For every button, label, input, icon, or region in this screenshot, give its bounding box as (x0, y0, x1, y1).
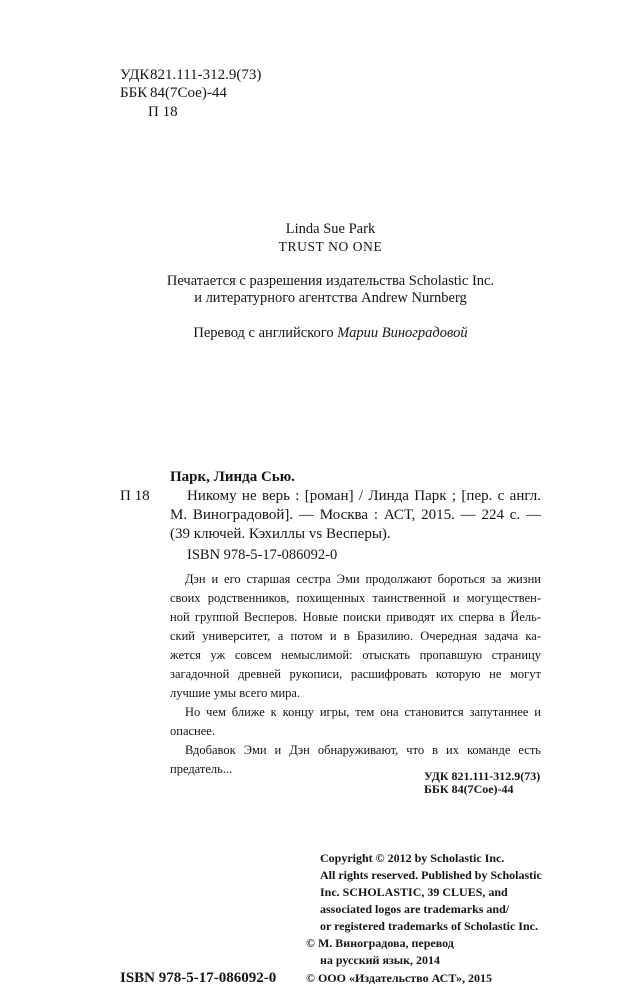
copyright-line: © М. Виноградова, перевод (306, 936, 454, 950)
translator-name: Марии Виноградовой (337, 325, 468, 341)
original-title: TRUST NO ONE (278, 239, 383, 254)
catalog-author-mark: П 18 (120, 488, 150, 504)
translation-credit (120, 324, 541, 342)
annotation-line: своих родственников, похищенных таинственной и могуществен- (170, 591, 541, 605)
copyright-line: All rights reserved. Published by Scholastic (320, 868, 542, 882)
annotation-line: Но чем ближе к концу игры, тем она становится запутаннее и (185, 705, 541, 719)
copyright-line: © ООО «Издательство АСТ», 2015 (306, 971, 493, 985)
isbn-bottom: ISBN 978-5-17-086092-0 (120, 970, 277, 986)
udk-bottom: УДК 821.111-312.9(73) (424, 769, 541, 783)
author-mark-top: П 18 (148, 104, 178, 120)
annotation-line: предатель... (170, 762, 233, 776)
bbk-label-top: ББК (120, 85, 148, 101)
annotation-line: ский университет, а потом и в Бразилию. Очередная задача ка- (170, 629, 541, 643)
catalog-heading: Парк, Линда Сью. (170, 469, 295, 485)
catalog-description-line: М. Виноградовой]. — Москва : АСТ, 2015. — 224 с. — (170, 507, 541, 523)
annotation-line: опаснее. (170, 724, 215, 738)
original-author: Linda Sue Park (285, 221, 376, 237)
annotation-line: ной группой Весперов. Новые поиски приводят их сперва в Йель- (170, 610, 541, 624)
catalog-description-line: (39 ключей. Кэхиллы vs Весперы). (170, 526, 391, 542)
bbk-value-top: 84(7Сое)-44 (150, 85, 227, 101)
translation-prefix: Перевод с английского (193, 325, 334, 341)
copyright-line: associated logos are trademarks and/ (320, 902, 510, 916)
udk-value-top: 821.111-312.9(73) (150, 67, 262, 83)
copyright-line: Inc. SCHOLASTIC, 39 CLUES, and (320, 885, 508, 899)
annotation-line: лучшие умы всего мира. (170, 686, 301, 700)
annotation-line: жется уж совсем немыслимой: отыскать пропавшую страницу (170, 648, 541, 662)
annotation-line: Вдобавок Эми и Дэн обнаруживают, что в их команде есть (185, 743, 541, 757)
bbk-bottom: ББК 84(7Сое)-44 (424, 782, 514, 796)
copyright-line: на русский язык, 2014 (320, 953, 441, 967)
catalog-description-line: Никому не верь : [роман] / Линда Парк ; [пер. с англ. (187, 488, 541, 504)
catalog-isbn: ISBN 978-5-17-086092-0 (187, 547, 338, 563)
copyright-line: or registered trademarks of Scholastic Inc. (320, 919, 538, 933)
udk-label-top: УДК (120, 67, 150, 83)
permission-line: и литературного агентства Andrew Nurnberg (194, 290, 467, 306)
permission-line: Печатается с разрешения издательства Scholastic Inc. (166, 273, 495, 289)
annotation-line: Дэн и его старшая сестра Эми продолжают бороться за жизни (185, 572, 541, 586)
copyright-line: Copyright © 2012 by Scholastic Inc. (320, 851, 505, 865)
annotation-line: загадочной древней рукописи, расшифровать которую не могут (170, 667, 541, 681)
